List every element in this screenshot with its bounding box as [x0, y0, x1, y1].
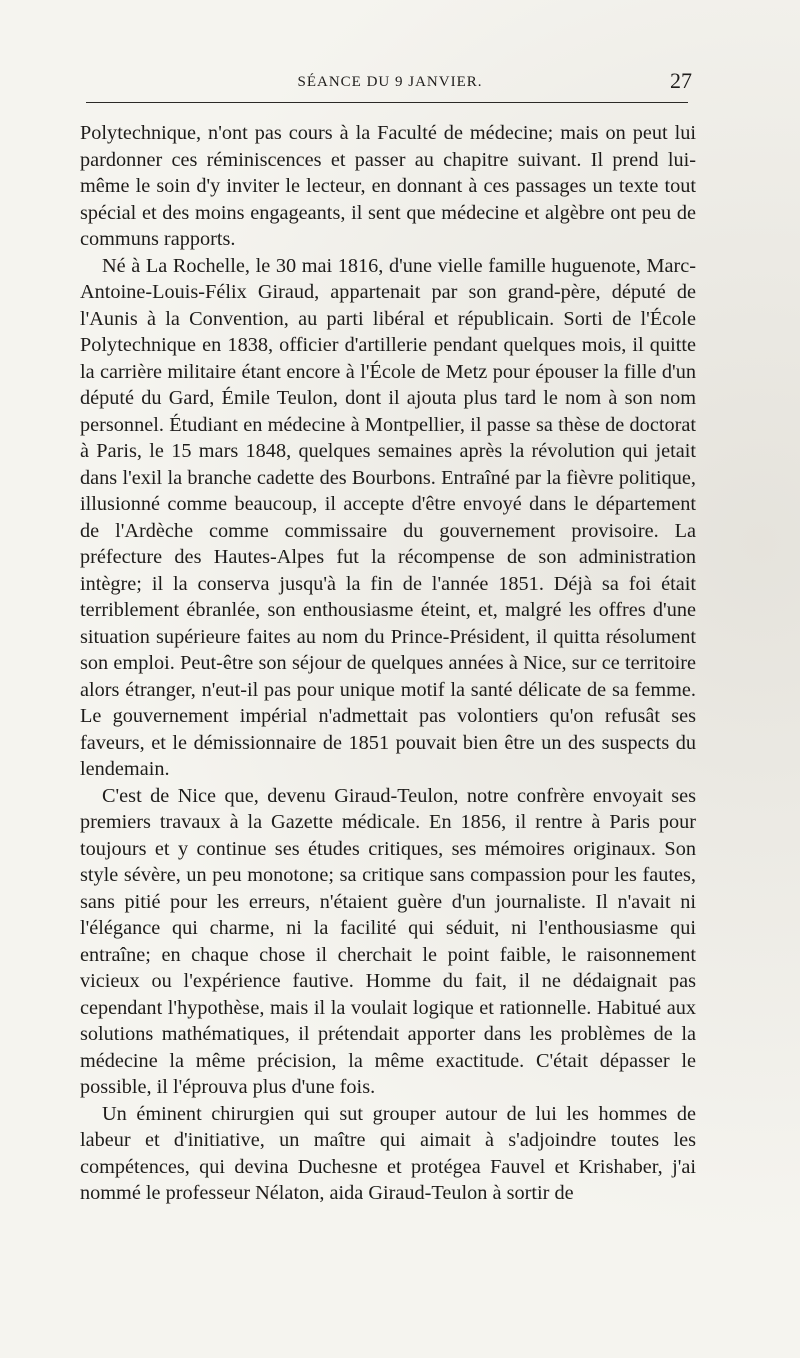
paragraph-nelaton: Un éminent chirurgien qui sut grouper autour de lui les hommes de labeur et d'initiative, un maître qui aimait à s'adjoindre toutes les compétences, qui devina Duchesne et protégea Fauvel et Krishaber, j'ai nommé le professeur Nélaton, aida Giraud-Teulon à sortir de	[80, 1102, 696, 1204]
header-rule	[86, 102, 688, 103]
paragraph-nice: C'est de Nice que, devenu Giraud-Teulon, notre confrère envoyait ses premiers travaux à la Gazette médicale. En 1856, il rentre à Paris pour toujours et y continue ses études critiques, ses mémoires originaux. Son style sévère, un peu monotone; sa critique sans compassion pour les fautes, sans pitié pour les erreurs, n'étaient guère d'un journaliste. Il n'avait ni l'élégance qui charme, ni la facilité qui séduit, ni l'enthousiasme qui entraîne; en chaque chose il cherchait le point faible, le raisonnement vicieux ou l'expérience fautive. Homme du fait, il ne dédaignait pas cependant l'hypothèse, mais il la voulait logique et rationnelle. Habitué aux solutions mathématiques, il prétendait apporter dans les problèmes de la médecine la même précision, la même exactitude. C'était dépasser le possible, il l'éprouva plus d'une fois.	[80, 784, 696, 1098]
running-title: SÉANCE DU 9 JANVIER.	[297, 74, 483, 90]
page-number: 27	[670, 68, 692, 93]
running-header	[80, 68, 700, 98]
paragraph-birth: Né à La Rochelle, le 30 mai 1816, d'une vielle famille huguenote, Marc-Antoine-Louis-Félix Giraud, appartenait par son grand-père, député de l'Aunis à la Convention, au parti libéral et républicain. Sorti de l'École Polytechnique en 1838, officier d'artillerie pendant quelques mois, il quitte la carrière militaire étant encore à l'École de Metz pour épouser la fille d'un député du Gard, Émile Teulon, dont il ajouta plus tard le nom à son nom personnel. Étudiant en médecine à Montpellier, il passe sa thèse de doctorat à Paris, le 15 mars 1848, quelques semaines après la révolution qui jetait dans l'exil la branche cadette des Bourbons. Entraîné par la fièvre politique, illusionné comme beaucoup, il accepte d'être envoyé dans le département de l'Ardèche comme commissaire du gouvernement provisoire. La préfecture des Hautes-Alpes fut la récompense de son administration intègre; il la conserva jusqu'à la fin de l'année 1851. Déjà sa foi était terriblement ébranlée, son enthousiasme éteint, et, malgré les offres d'une situation supérieure faites au nom du Prince-Président, il quitta résolument son emploi. Peut-être son séjour de quelques années à Nice, sur ce territoire alors étranger, n'eut-il pas pour unique motif la santé délicate de sa femme. Le gouvernement impérial n'admettait pas volontiers qu'on refusât ses faveurs, et le démissionnaire de 1851 pouvait bien être un des suspects du lendemain.	[80, 254, 696, 780]
body-text	[80, 120, 696, 1207]
paragraph-continued: Polytechnique, n'ont pas cours à la Faculté de médecine; mais on peut lui pardonner ces réminiscences et passer au chapitre suivant. Il prend lui-même le soin d'y inviter le lecteur, en donnant à ces passages un texte tout spécial et des moins engageants, il sent que médecine et algèbre ont peu de communs rapports.	[80, 122, 696, 250]
